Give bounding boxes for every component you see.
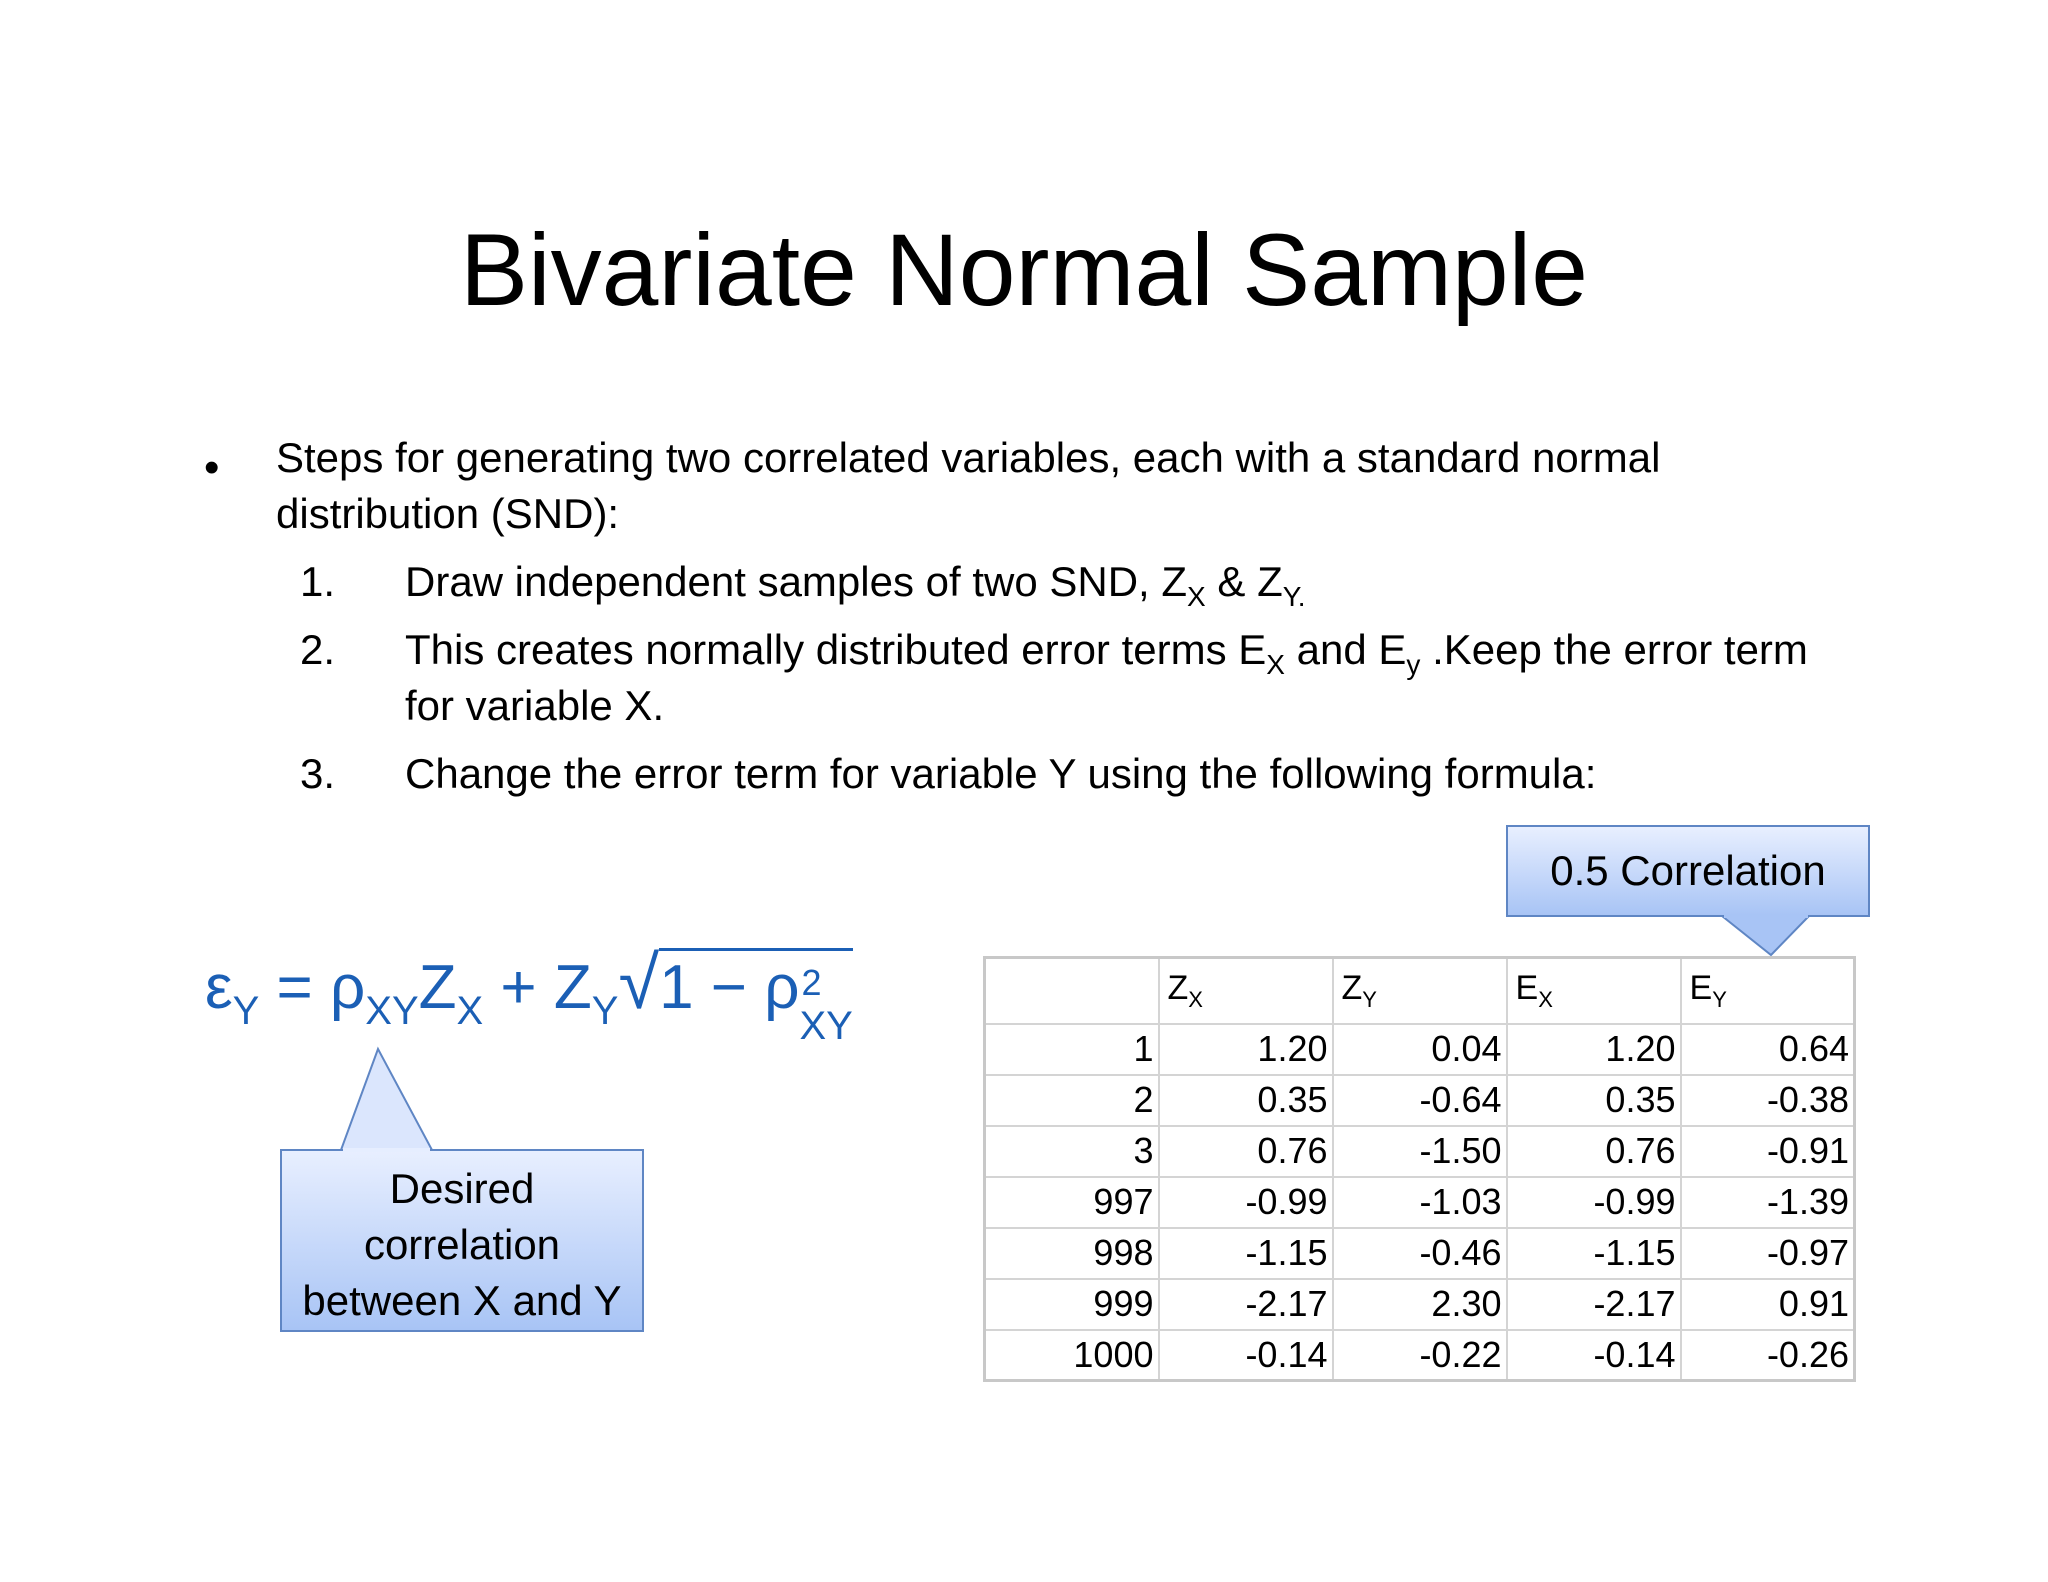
table-cell: -0.99: [1507, 1177, 1681, 1228]
table-cell: 0.64: [1681, 1024, 1855, 1075]
correlation-callout-label: 0.5 Correlation: [1550, 847, 1826, 894]
table-cell: -0.14: [1507, 1330, 1681, 1381]
table-cell: -0.97: [1681, 1228, 1855, 1279]
step-2-text-a: This creates normally distributed error terms E: [405, 626, 1267, 673]
table-cell: -0.46: [1333, 1228, 1507, 1279]
correlation-callout-seam-cover: [1724, 914, 1808, 918]
slide-title: Bivariate Normal Sample: [459, 213, 1589, 327]
table-row: [985, 1024, 1855, 1075]
table-header-cell: [1681, 958, 1855, 1024]
table-cell: -0.22: [1333, 1330, 1507, 1381]
formula-one-minus: 1 −: [659, 953, 765, 1022]
table-cell: -0.26: [1681, 1330, 1855, 1381]
step-number-1: 1.: [300, 558, 336, 605]
table-cell: 0.35: [1507, 1075, 1681, 1126]
table-row: [985, 1228, 1855, 1279]
step-1-text-a: Draw independent samples of two SND, Z: [405, 558, 1188, 605]
table-cell: -1.03: [1333, 1177, 1507, 1228]
step-number-2: 2.: [300, 626, 336, 673]
header-sub: Y: [1712, 986, 1727, 1012]
formula-rho-sub: XY: [365, 989, 419, 1033]
desired-callout-line-1: Desired: [389, 1165, 535, 1212]
table-cell: -1.39: [1681, 1177, 1855, 1228]
table-cell: 999: [985, 1279, 1159, 1330]
formula-rho2-sup: 2: [801, 962, 822, 1003]
table-header-cell: [1333, 958, 1507, 1024]
table-cell: 0.35: [1159, 1075, 1333, 1126]
desired-callout-line-2: correlation: [363, 1221, 561, 1268]
formula-rho2-sub: XY: [799, 1004, 853, 1048]
table-cell: -0.38: [1681, 1075, 1855, 1126]
header-sub: X: [1188, 986, 1203, 1012]
formula-eps-sub: Y: [232, 989, 260, 1033]
step-number-3: 3.: [300, 750, 336, 797]
bullet-marker: •: [204, 443, 220, 492]
step-1-text-b: & Z: [1205, 558, 1283, 605]
table-cell: 998: [985, 1228, 1159, 1279]
desired-callout-line-3: between X and Y: [302, 1277, 622, 1324]
header-main: E: [1689, 968, 1713, 1007]
table-cell: 2.30: [1333, 1279, 1507, 1330]
table-cell: -0.64: [1333, 1075, 1507, 1126]
formula-z2-sub: Y: [591, 989, 619, 1033]
step-2-text-c: .Keep the error term: [1420, 626, 1808, 673]
formula-eps: ε: [205, 953, 233, 1022]
step-2-text-b: and E: [1284, 626, 1407, 673]
formula-z2: Z: [553, 953, 592, 1022]
table-cell: -0.91: [1681, 1126, 1855, 1177]
callout-seam-cover: [343, 1148, 430, 1152]
table-cell: 1: [985, 1024, 1159, 1075]
bullet-text-line-2: distribution (SND):: [276, 490, 620, 537]
correlation-callout: [1506, 825, 1870, 917]
step-1-sub-a: X: [1187, 581, 1206, 612]
desired-correlation-callout: [280, 1149, 644, 1332]
step-2-text-line-2: for variable X.: [405, 682, 665, 729]
table-row: [985, 1279, 1855, 1330]
formula-z1-sub: X: [456, 989, 484, 1033]
table-cell: -1.15: [1159, 1228, 1333, 1279]
table-header-row: [985, 958, 1855, 1024]
table-cell: 0.91: [1681, 1279, 1855, 1330]
table-cell: 0.04: [1333, 1024, 1507, 1075]
table-cell: 997: [985, 1177, 1159, 1228]
table-cell: 1.20: [1507, 1024, 1681, 1075]
sqrt-icon: √: [618, 941, 660, 1024]
formula-z1: Z: [418, 953, 457, 1022]
table-cell: 1.20: [1159, 1024, 1333, 1075]
header-sub: X: [1538, 986, 1553, 1012]
formula-plus: +: [483, 953, 554, 1022]
header-sub: Y: [1362, 986, 1377, 1012]
step-1-sub-b: Y.: [1282, 581, 1306, 612]
table-header-cell: [985, 958, 1159, 1024]
table-row: [985, 1075, 1855, 1126]
header-main: E: [1515, 968, 1539, 1007]
table-cell: -2.17: [1159, 1279, 1333, 1330]
table-row: [985, 1126, 1855, 1177]
table-cell: -0.14: [1159, 1330, 1333, 1381]
table-row: [985, 1330, 1855, 1381]
table-cell: -0.99: [1159, 1177, 1333, 1228]
step-2-sub-b: y: [1406, 649, 1421, 680]
header-main: Z: [1341, 968, 1363, 1007]
table-cell: 0.76: [1507, 1126, 1681, 1177]
table-cell: 2: [985, 1075, 1159, 1126]
table-row: [985, 1177, 1855, 1228]
step-2-sub-a: X: [1266, 649, 1285, 680]
table-header-cell: [1159, 958, 1333, 1024]
header-main: Z: [1167, 968, 1189, 1007]
formula-rho: ρ: [330, 953, 366, 1022]
bullet-text-line-1: Steps for generating two correlated variables, each with a standard normal: [276, 434, 1661, 481]
formula-eq: =: [259, 953, 330, 1022]
table-cell: -1.15: [1507, 1228, 1681, 1279]
step-3-text: Change the error term for variable Y using the following formula:: [405, 750, 1597, 797]
table-cell: -1.50: [1333, 1126, 1507, 1177]
table-cell: 3: [985, 1126, 1159, 1177]
table-cell: 0.76: [1159, 1126, 1333, 1177]
formula-rho2: ρ: [764, 953, 800, 1022]
table-cell: 1000: [985, 1330, 1159, 1381]
table-header-cell: [1507, 958, 1681, 1024]
table-cell: -2.17: [1507, 1279, 1681, 1330]
sample-table: [983, 956, 1856, 1382]
